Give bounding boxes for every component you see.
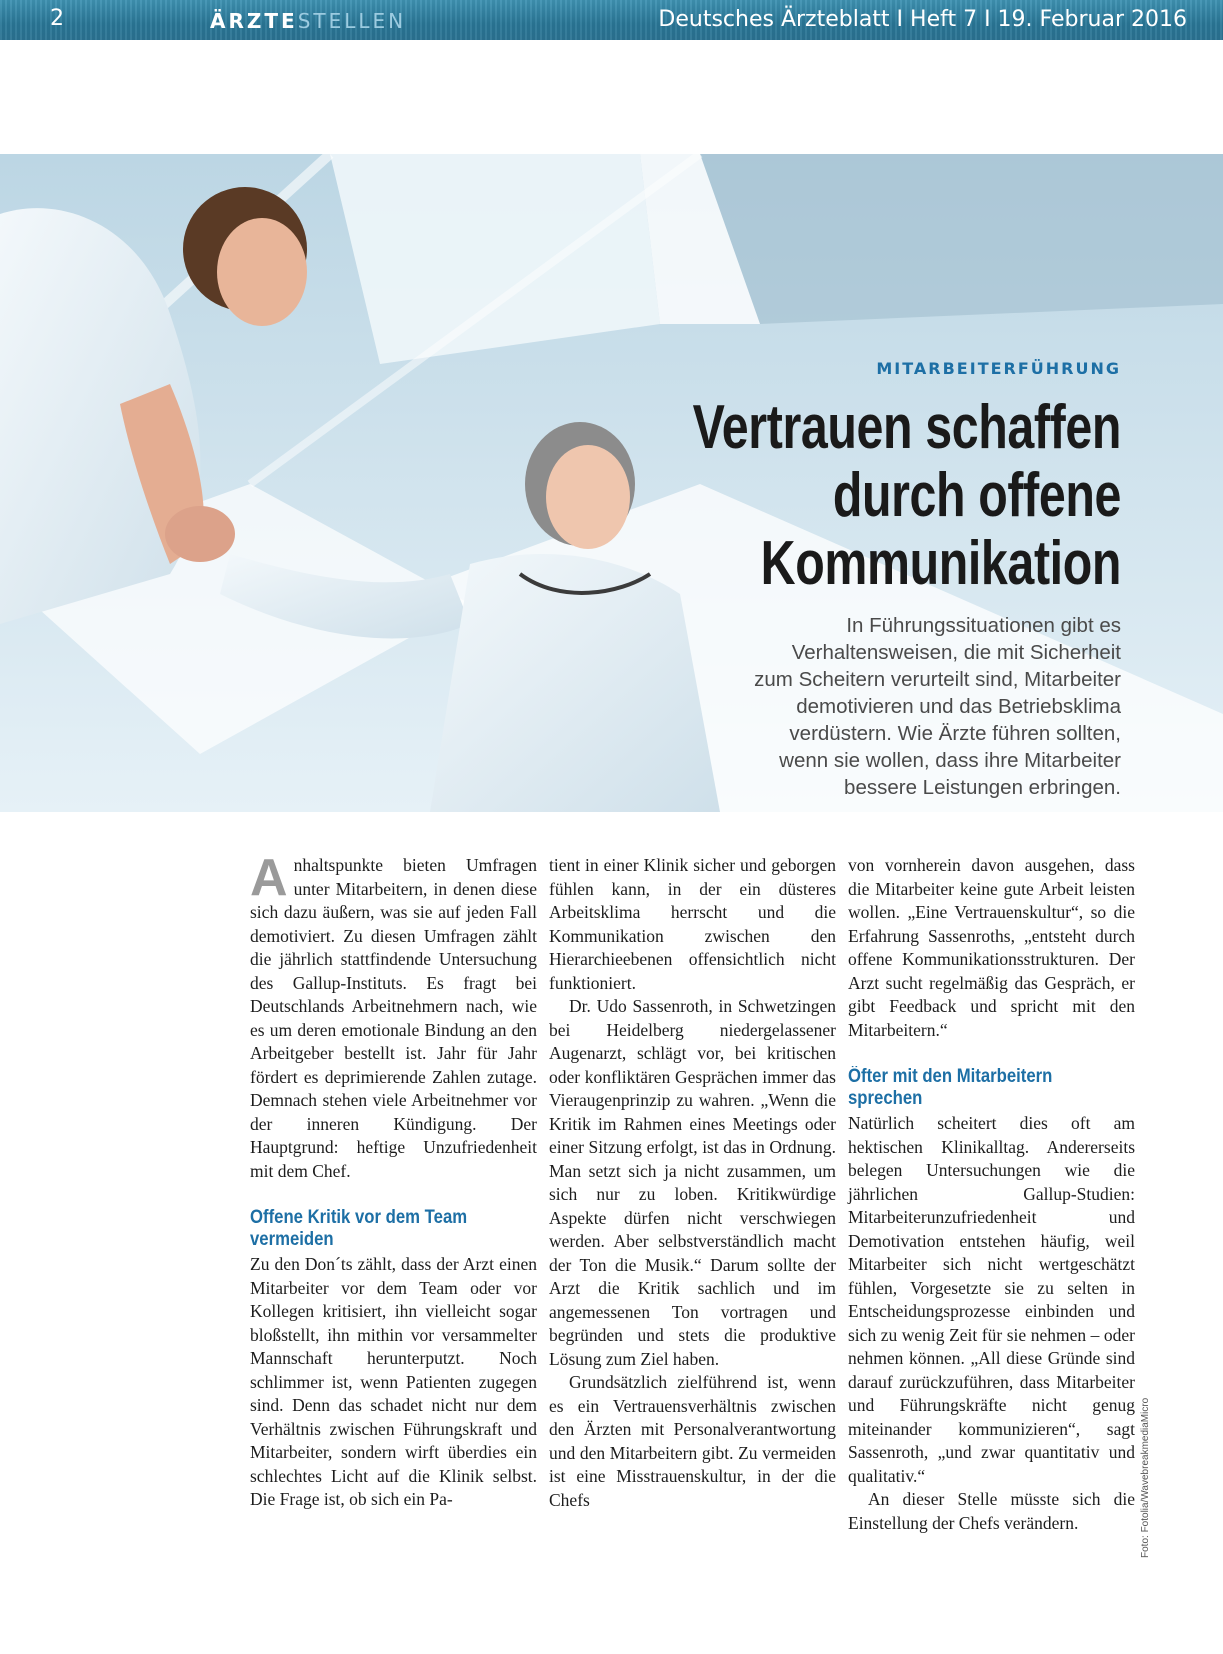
lede-line: verdüstern. Wie Ärzte führen sollten, xyxy=(789,722,1121,745)
lede-line: In Führungssituationen gibt es xyxy=(846,614,1121,637)
body-column-1 xyxy=(250,849,537,1512)
article-lede xyxy=(561,612,1121,801)
brand-part1: ÄRZTE xyxy=(210,9,298,33)
paragraph-text: nhaltspunkte bieten Umfragen unter Mitarbeitern, in denen diese sich dazu äußern, was sie auf jeden Fall demotiviert. Zu diesen Umfragen zählt die jährlich stattfindende Untersuchung des Gallup-Instituts. Es fragt bei Deutschlands Arbeitnehmern nach, wie es um deren emotionale Bindung an den Arbeitgeber bestellt ist. Jahr für Jahr fördert es deprimierende Zahlen zutage. Demnach stehen viele Arbeitnehmer vor der inneren Kündigung. Der Hauptgrund: heftige Unzufriedenheit mit dem Chef. xyxy=(250,855,537,1181)
body-paragraph: Natürlich scheitert dies oft am hektischen Klinikalltag. Andererseits belegen Untersuchungen wie die jährlichen Gallup-Studien: Mitarbeiterunzufriedenheit und Demotivation entstehen häufig, weil Mitarbeiter sich nicht wertgeschätzt fühlen, Vorgesetzte sie zu selten in Entscheidungsprozesse einbinden und sich zu wenig Zeit für sie nehmen – oder nehmen können. „All diese Gründe sind darauf zurückzuführen, dass Mitarbeiter und Führungskräfte nicht genug miteinander kommunizieren“, sagt Sassenroth, „und zwar quantitativ und qualitativ.“ xyxy=(848,1113,1135,1486)
body-paragraph: von vornherein davon ausgehen, dass die Mitarbeiter keine gute Arbeit leisten wollen. „Eine Vertrauenskultur“, so die Erfahrung Sassenroths, „entsteht durch offene Kommunikationsstrukturen. Der Arzt sucht regelmäßig das Gespräch, er gibt Feedback und spricht mit den Mitarbeitern.“ xyxy=(848,855,1135,1040)
body-paragraph: An dieser Stelle müsste sich die Einstellung der Chefs verändern. xyxy=(848,1489,1135,1533)
section-brand xyxy=(210,9,406,33)
photo-credit: Foto: Fotolia/WavebreakmediaMicro xyxy=(1140,1397,1151,1558)
subheading-line: Offene Kritik vor dem Team xyxy=(250,1207,468,1228)
drop-cap: A xyxy=(250,849,288,907)
subheading xyxy=(250,1207,538,1251)
lede-line: bessere Leistungen erbringen. xyxy=(844,776,1121,799)
lede-line: zum Scheitern verurteilt sind, Mitarbeiter xyxy=(754,668,1121,691)
lede-line: demotivieren und das Betriebsklima xyxy=(796,695,1121,718)
body-paragraph: Dr. Udo Sassenroth, in Schwetzingen bei Heidelberg niedergelassener Augenarzt, schlägt vor, bei kritischen oder konfliktären Gesprächen immer das Vieraugenprinzip zu wahren. „Wenn die Kritik im Rahmen eines Meetings oder einer Sitzung erfolgt, ist das in Ordnung. Man setzt sich ja nicht zusammen, um sich nur zu loben. Kritikwürdige Aspekte dürfen nicht verschwiegen werden. Aber selbstverständlich macht der Ton die Musik.“ Darum sollte der Arzt die Kritik sachlich und im angemessenen Ton vortragen und begründen und stets die produktive Lösung zum Ziel haben. xyxy=(549,996,836,1369)
body-paragraph: Grundsätzlich zielführend ist, wenn es ein Vertrauensverhältnis zwischen den Ärzten mit Personalverantwortung und den Mitarbeitern gibt. Zu vermeiden ist eine Misstrauenskultur, in der die Chefs xyxy=(549,1372,836,1510)
brand-part2: STELLEN xyxy=(297,9,407,33)
body-column-3 xyxy=(848,854,1135,1535)
page-header-bar xyxy=(0,0,1223,40)
body-paragraph: tient in einer Klinik sicher und geborgen fühlen kann, in der ein düsteres Arbeitsklima herrscht und die Kommunikation zwischen den Hierarchieebenen offensichtlich nicht funktioniert. xyxy=(549,855,836,993)
subheading-line: sprechen xyxy=(848,1088,923,1109)
article-headline xyxy=(622,394,1121,598)
article-kicker: MITARBEITERFÜHRUNG xyxy=(876,359,1121,378)
headline-line: Vertrauen schaffen xyxy=(692,393,1121,462)
body-column-2 xyxy=(549,854,836,1512)
body-paragraph xyxy=(250,849,537,1183)
page-number: 2 xyxy=(50,6,64,31)
lede-line: wenn sie wollen, dass ihre Mitarbeiter xyxy=(779,749,1121,772)
subheading-line: vermeiden xyxy=(250,1229,334,1250)
subheading xyxy=(848,1066,1136,1110)
hero-photo xyxy=(0,154,1223,812)
publication-info: Deutsches Ärzteblatt I Heft 7 I 19. Februar 2016 xyxy=(658,7,1187,32)
headline-line: Kommunikation xyxy=(760,529,1121,598)
subheading-line: Öfter mit den Mitarbeitern xyxy=(848,1066,1053,1087)
body-paragraph: Zu den Don´ts zählt, dass der Arzt einen Mitarbeiter vor dem Team oder vor Kollegen kritisiert, ihn vielleicht sogar bloßstellt, ihn mithin vor versammelter Mannschaft herunterputzt. Noch schlimmer ist, wenn Patienten zugegen sind. Denn das schadet nicht nur dem Verhältnis zwischen Führungskraft und Mitarbeiter, sondern wirft überdies ein schlechtes Licht auf die Klinik selbst. Die Frage ist, ob sich ein Pa- xyxy=(250,1254,537,1509)
headline-line: durch offene xyxy=(832,461,1121,530)
lede-line: Verhaltensweisen, die mit Sicherheit xyxy=(791,641,1121,664)
